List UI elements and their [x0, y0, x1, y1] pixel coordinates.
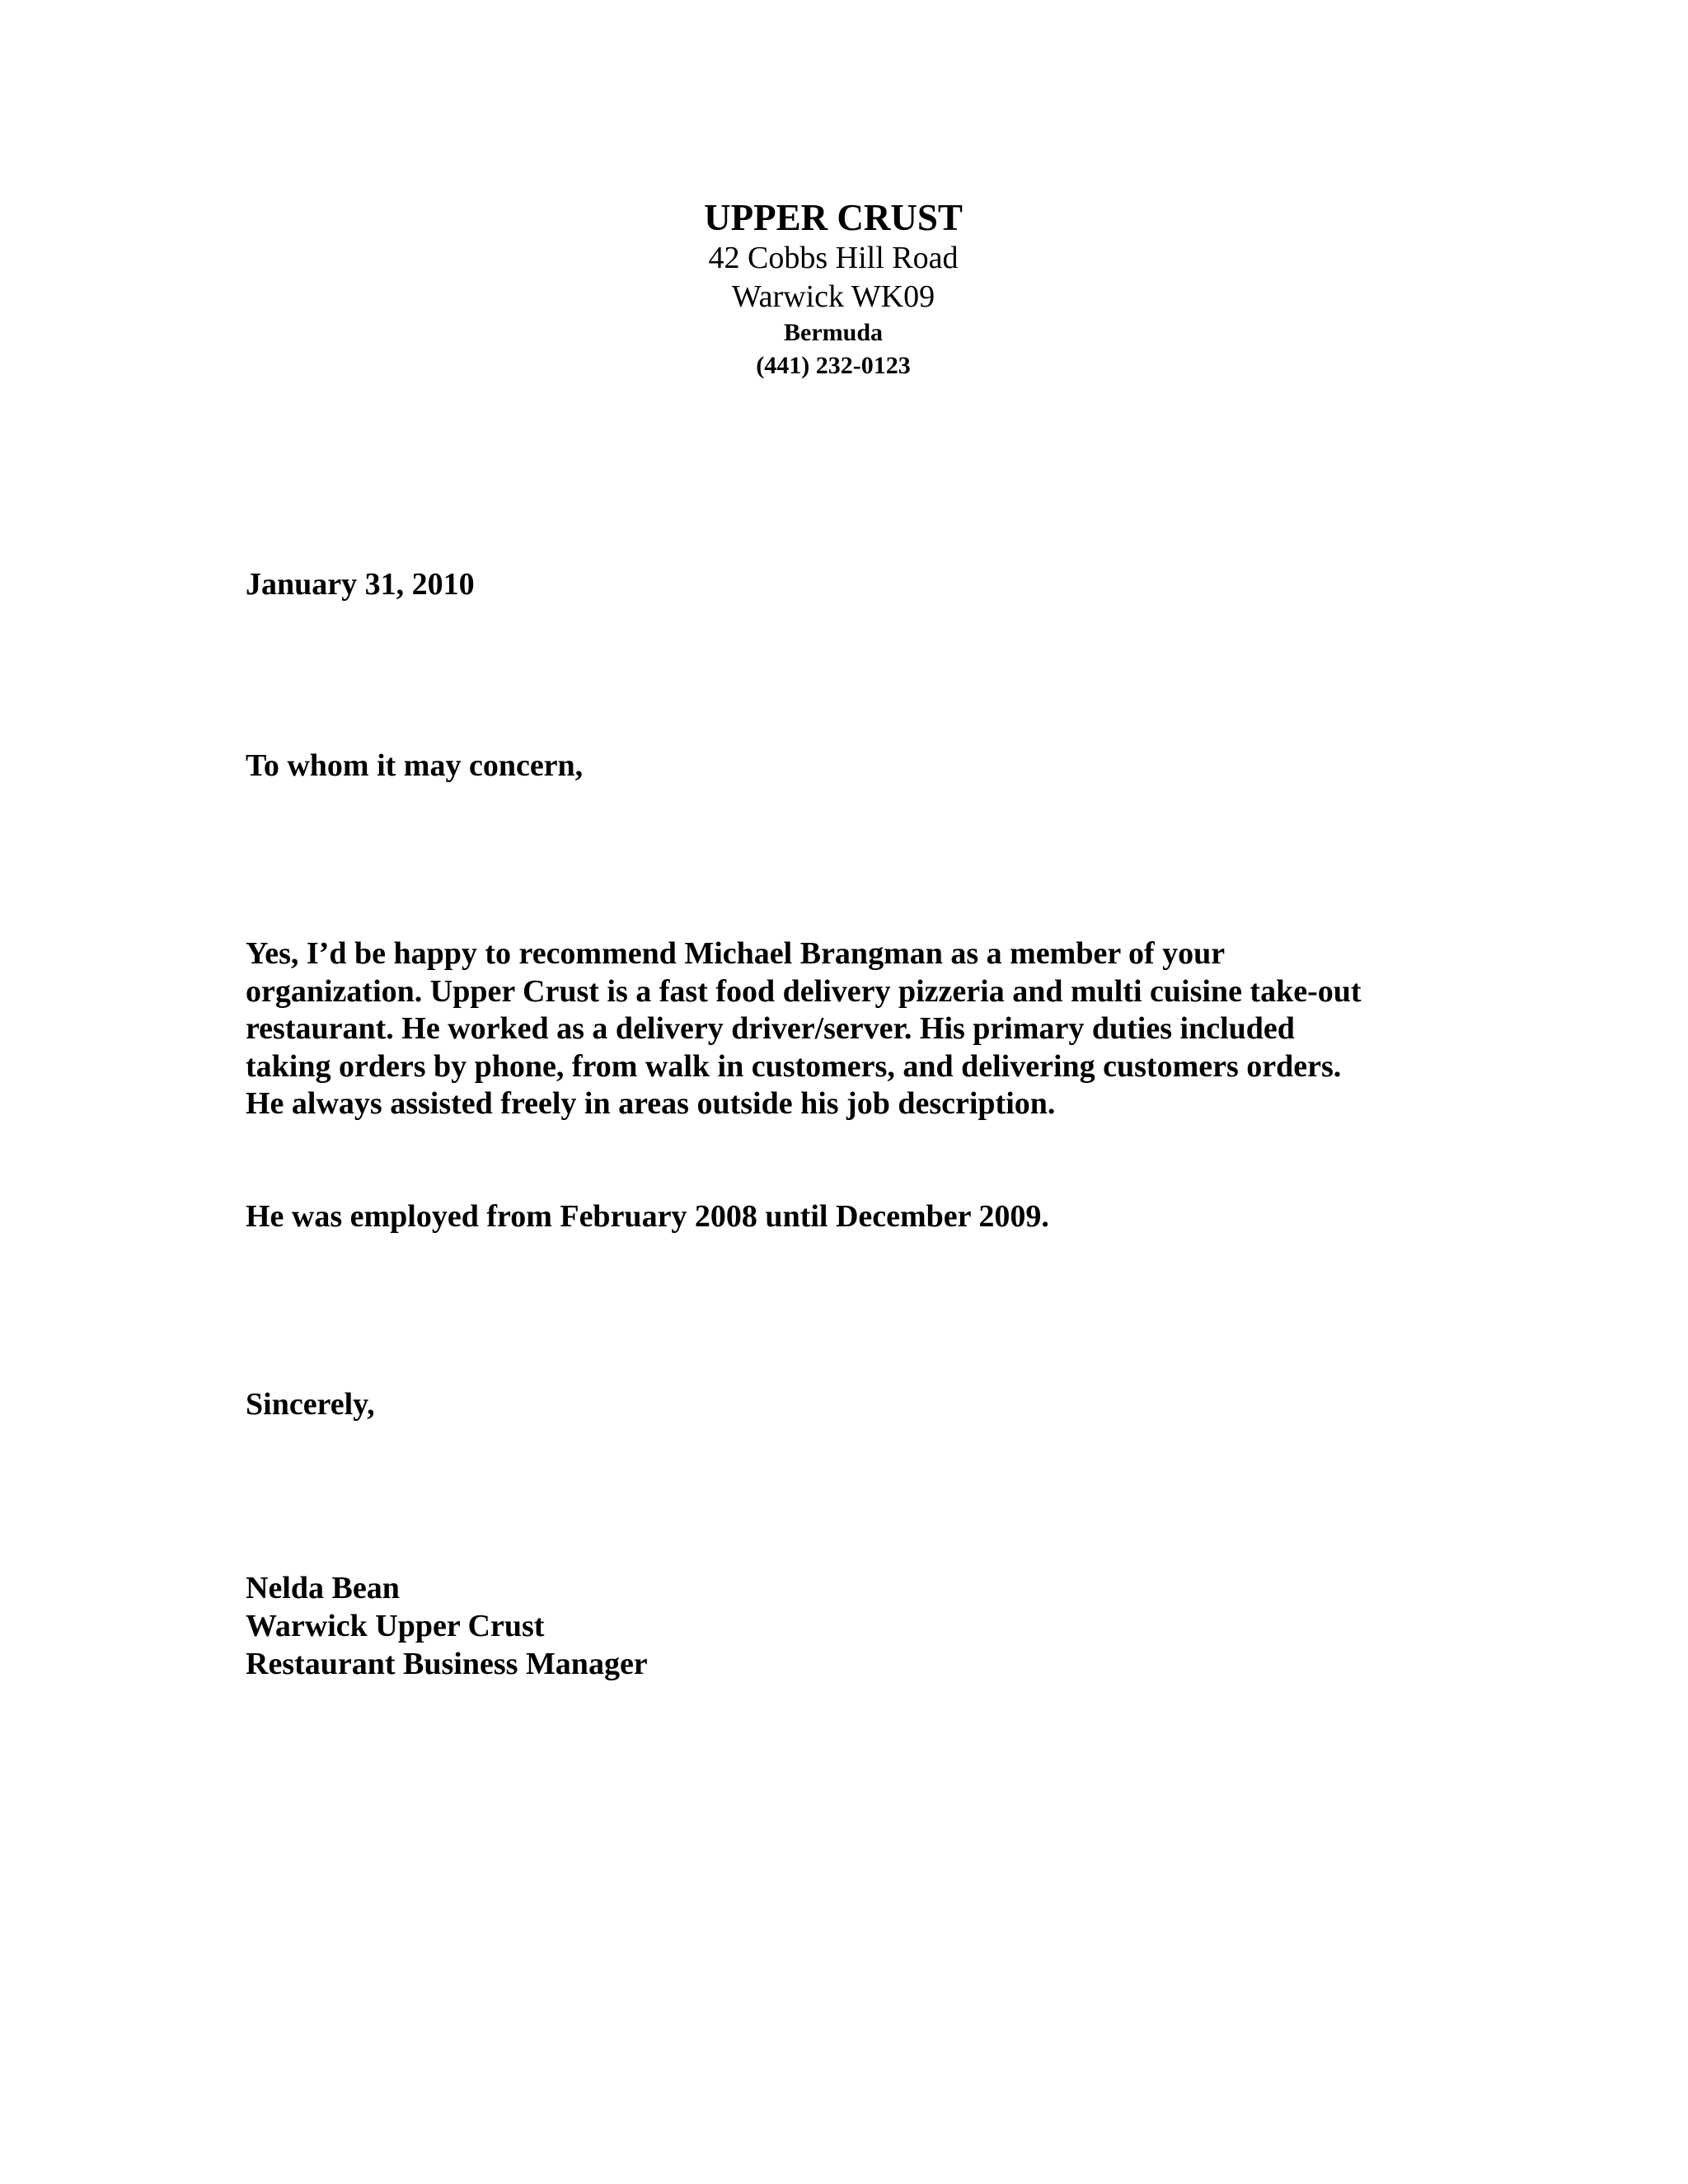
salutation: To whom it may concern, [246, 748, 584, 783]
address-line-2: Warwick WK09 [731, 279, 935, 314]
address-line-1: 42 Cobbs Hill Road [708, 241, 959, 275]
letter-date: January 31, 2010 [246, 567, 475, 602]
signer-title: Restaurant Business Manager [246, 1647, 648, 1681]
paragraph-line: organization. Upper Crust is a fast food delivery pizzeria and multi cuisine take-out [246, 973, 1362, 1009]
body-paragraph-2: He was employed from February 2008 until December 2009. [246, 1199, 1049, 1234]
paragraph-line: Yes, I’d be happy to recommend Michael Brangman as a member of your [246, 936, 1226, 971]
closing: Sincerely, [246, 1387, 375, 1422]
phone-number: (441) 232-0123 [756, 352, 911, 379]
signer-name: Nelda Bean [246, 1571, 400, 1605]
paragraph-line: He always assisted freely in areas outside his job description. [246, 1086, 1056, 1121]
paragraph-line: taking orders by phone, from walk in customers, and delivering customers orders. [246, 1048, 1342, 1084]
body-paragraph-1 [246, 935, 1465, 1123]
signature-block [246, 1569, 648, 1683]
signer-organization: Warwick Upper Crust [246, 1609, 545, 1643]
paragraph-line: restaurant. He worked as a delivery driver/server. His primary duties included [246, 1011, 1295, 1046]
letterhead [0, 196, 1667, 382]
company-name: UPPER CRUST [704, 197, 963, 238]
country: Bermuda [784, 319, 883, 346]
